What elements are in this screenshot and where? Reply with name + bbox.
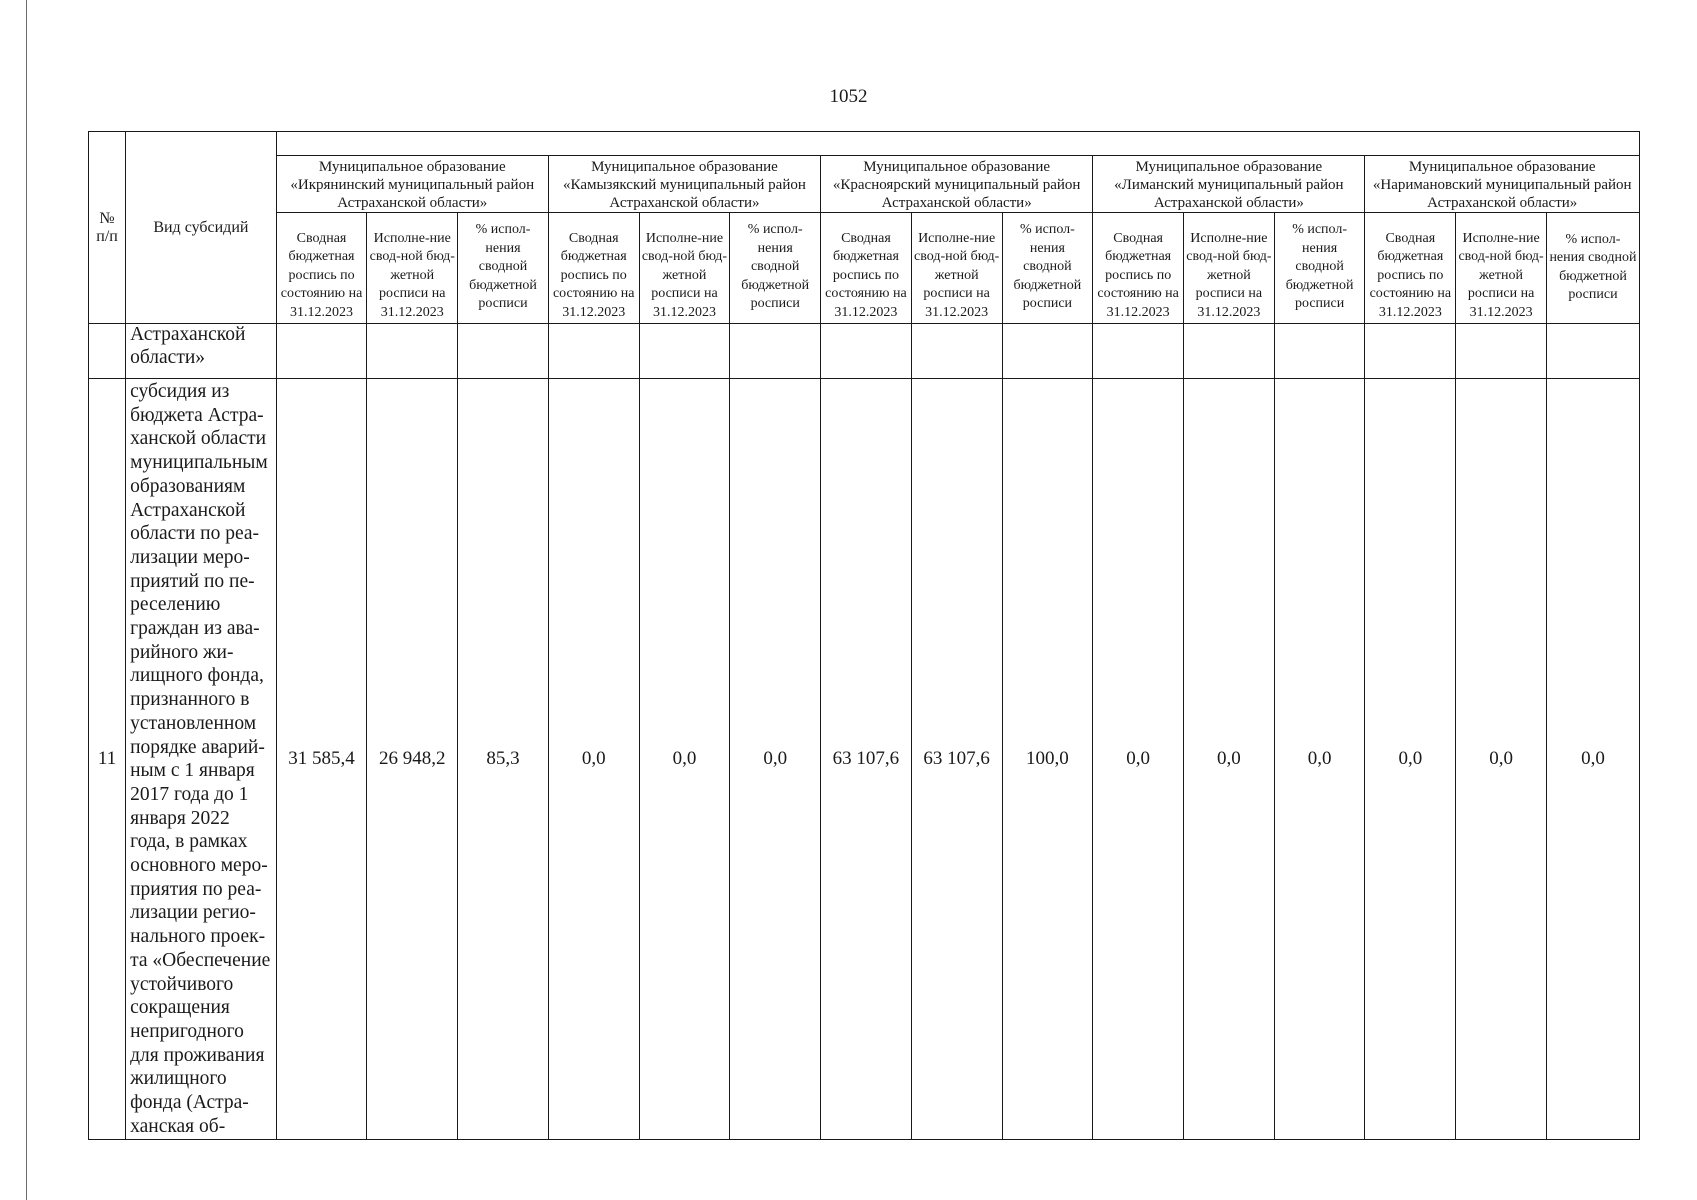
budget-execution-table <box>88 131 1640 1140</box>
subheader-exec: Исполне-ние свод-ной бюд-жетной росписи на 31.12.2023 <box>639 213 730 324</box>
subheader-exec: Исполне-ние свод-ной бюд-жетной росписи на 31.12.2023 <box>911 213 1002 324</box>
cell-kam-plan <box>548 324 639 379</box>
cell-nar-plan: 0,0 <box>1365 379 1456 1140</box>
row-number <box>89 324 126 379</box>
municipality-limansky: Муниципальное образование «Лиманский муниципальный район Астраханской области» <box>1093 156 1365 213</box>
cell-nar-plan <box>1365 324 1456 379</box>
cell-kra-plan <box>821 324 912 379</box>
table-row <box>89 379 1640 1140</box>
cell-kra-plan: 63 107,6 <box>821 379 912 1140</box>
budget-table-wrapper <box>88 131 1640 1140</box>
subheader-plan: Сводная бюджетная роспись по состоянию на 31.12.2023 <box>548 213 639 324</box>
cell-kam-exec: 0,0 <box>639 379 730 1140</box>
row-description: субсидия из бюджета Астра-ханской области муниципальным образованиям Астраханской области по реа-лизации меро-приятий по пе-реселению граждан из ава-рийного жи-лищного фонда, признанного в установленном порядке аварий-ным с 1 января 2017 года до 1 января 2022 года, в рамках основного меро-приятия по реа-лизации регио-нального проек-та «Обеспечение устойчивого сокращения непригодного для проживания жилищного фонда (Астра-ханская об- <box>126 379 277 1140</box>
cell-kam-pct <box>730 324 821 379</box>
municipality-ikryaninsky: Муниципальное образование «Икрянинский муниципальный район Астраханской области» <box>276 156 548 213</box>
subheader-pct: % испол-нения сводной бюджетной росписи <box>1546 213 1639 324</box>
page-number: 1052 <box>829 86 868 107</box>
subheader-plan: Сводная бюджетная роспись по состоянию на 31.12.2023 <box>276 213 367 324</box>
cell-kam-exec <box>639 324 730 379</box>
cell-lim-plan <box>1093 324 1184 379</box>
cell-nar-exec: 0,0 <box>1456 379 1547 1140</box>
subheader-pct: % испол-нения сводной бюджетной росписи <box>458 213 549 324</box>
cell-kra-pct <box>1002 324 1093 379</box>
header-top-blank <box>276 132 1639 156</box>
cell-ikr-exec: 26 948,2 <box>367 379 458 1140</box>
cell-ikr-exec <box>367 324 458 379</box>
row-description: Астраханской области» <box>126 324 277 379</box>
cell-kra-exec <box>911 324 1002 379</box>
subheader-exec: Исполне-ние свод-ной бюд-жетной росписи на 31.12.2023 <box>1456 213 1547 324</box>
cell-kam-plan: 0,0 <box>548 379 639 1140</box>
cell-nar-pct <box>1546 324 1639 379</box>
cell-ikr-pct: 85,3 <box>458 379 549 1140</box>
subheader-exec: Исполне-ние свод-ной бюд-жетной росписи на 31.12.2023 <box>1184 213 1275 324</box>
cell-lim-pct: 0,0 <box>1274 379 1365 1140</box>
cell-lim-exec <box>1184 324 1275 379</box>
cell-kra-pct: 100,0 <box>1002 379 1093 1140</box>
cell-nar-exec <box>1456 324 1547 379</box>
cell-ikr-plan: 31 585,4 <box>276 379 367 1140</box>
cell-ikr-pct <box>458 324 549 379</box>
subheader-pct: % испол-нения сводной бюджетной росписи <box>730 213 821 324</box>
cell-ikr-plan <box>276 324 367 379</box>
header-spacer-row <box>89 132 1640 156</box>
cell-lim-exec: 0,0 <box>1184 379 1275 1140</box>
cell-lim-pct <box>1274 324 1365 379</box>
subheader-plan: Сводная бюджетная роспись по состоянию на 31.12.2023 <box>1093 213 1184 324</box>
header-subcolumn-row <box>89 213 1640 324</box>
subheader-plan: Сводная бюджетная роспись по состоянию на 31.12.2023 <box>821 213 912 324</box>
cell-nar-pct: 0,0 <box>1546 379 1639 1140</box>
subheader-pct: % испол-нения сводной бюджетной росписи <box>1002 213 1093 324</box>
scan-edge-line <box>26 0 27 1200</box>
municipality-krasnoyarsky: Муниципальное образование «Красноярский муниципальный район Астраханской области» <box>821 156 1093 213</box>
header-municipality-row <box>89 156 1640 213</box>
subheader-pct: % испол-нения сводной бюджетной росписи <box>1274 213 1365 324</box>
municipality-kamyzyaksky: Муниципальное образование «Камызякский муниципальный район Астраханской области» <box>548 156 820 213</box>
header-number: № п/п <box>89 132 126 324</box>
row-number: 11 <box>89 379 126 1140</box>
header-subsidy-type: Вид субсидий <box>126 132 277 324</box>
cell-lim-plan: 0,0 <box>1093 379 1184 1140</box>
municipality-narimanovsky: Муниципальное образование «Наримановский муниципальный район Астраханской области» <box>1365 156 1640 213</box>
subheader-exec: Исполне-ние свод-ной бюд-жетной росписи на 31.12.2023 <box>367 213 458 324</box>
cell-kra-exec: 63 107,6 <box>911 379 1002 1140</box>
table-row <box>89 324 1640 379</box>
cell-kam-pct: 0,0 <box>730 379 821 1140</box>
subheader-plan: Сводная бюджетная роспись по состоянию на 31.12.2023 <box>1365 213 1456 324</box>
